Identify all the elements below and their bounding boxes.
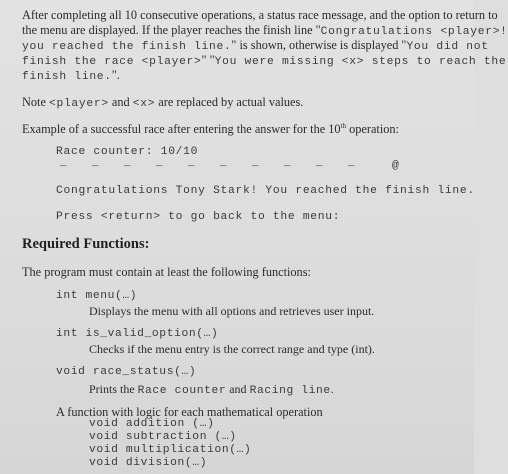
example-text: Example of a successful race after entering the answer for the 10 — [22, 122, 341, 136]
race-dash: _ — [188, 157, 196, 169]
race-dash: _ — [124, 157, 132, 169]
intro-line-1 — [22, 8, 498, 23]
race-dash: _ — [348, 157, 356, 169]
race-dash: _ — [252, 157, 260, 169]
function-description-text: Prints the — [89, 382, 138, 396]
intro-line-5 — [22, 68, 120, 85]
intro-code: You were missing <x> steps to reach the — [214, 56, 507, 68]
example-text: operation: — [346, 122, 399, 136]
section-heading: Required Functions: — [22, 236, 150, 252]
intro-text: ". — [111, 68, 120, 82]
congrats-message: Congratulations Tony Stark! You reached the finish line. — [56, 185, 475, 197]
race-dash: _ — [220, 157, 228, 169]
race-dash: _ — [92, 157, 100, 169]
math-function-signature: void multiplication(…) — [89, 444, 252, 456]
intro-code: you reached the finish line. — [22, 41, 232, 53]
intro-text: " is shown, otherwise is displayed " — [231, 38, 407, 52]
intro-text: the menu are displayed. If the player reaches the finish line " — [22, 23, 321, 37]
race-dash: _ — [316, 157, 324, 169]
race-dash: _ — [60, 157, 68, 169]
function-signature: int is_valid_option(…) — [56, 328, 219, 340]
intro-code: finish line. — [22, 71, 112, 83]
function-description-code: Racing line — [249, 385, 331, 397]
note-line — [22, 95, 303, 112]
function-description: Checks if the menu entry is the correct range and type (int). — [89, 342, 375, 356]
intro-text: " " — [201, 53, 215, 67]
press-return-prompt: Press <return> to go back to the menu: — [56, 211, 341, 223]
race-counter: Race counter: 10/10 — [56, 146, 199, 158]
required-intro: The program must contain at least the following functions: — [22, 265, 311, 279]
note-code: <player> — [48, 98, 109, 110]
race-dash: _ — [284, 157, 292, 169]
function-description: Displays the menu with all options and retrieves user input. — [89, 304, 375, 318]
math-function-signature: void subtraction (…) — [89, 431, 237, 443]
race-dash: _ — [156, 157, 164, 169]
note-text: are replaced by actual values. — [155, 95, 304, 109]
note-code: <x> — [132, 98, 156, 110]
intro-code: finish the race <player> — [22, 56, 202, 68]
function-description-text: and — [226, 382, 250, 396]
function-signature: int menu(…) — [56, 290, 138, 302]
math-function-signature: void division(…) — [89, 457, 208, 469]
example-line — [22, 122, 399, 137]
function-signature: void race_status(…) — [56, 366, 197, 378]
note-text: and — [108, 95, 133, 109]
function-description-text: . — [330, 382, 334, 396]
intro-code: You did not — [406, 41, 489, 53]
intro-text: After completing all 10 consecutive operations, a status race message, and the option to return to — [22, 8, 498, 22]
function-description-code: Race counter — [137, 385, 227, 397]
math-function-signature: void addition (…) — [89, 418, 215, 430]
math-functions-intro: A function with logic for each mathematical operation — [56, 405, 323, 419]
racing-line — [60, 157, 380, 169]
example-superscript: th — [340, 121, 347, 130]
function-description — [89, 380, 334, 398]
note-text: Note — [22, 95, 49, 109]
racer-at-symbol: @ — [392, 160, 400, 172]
intro-code: Congratulations <player>! — [320, 26, 508, 38]
